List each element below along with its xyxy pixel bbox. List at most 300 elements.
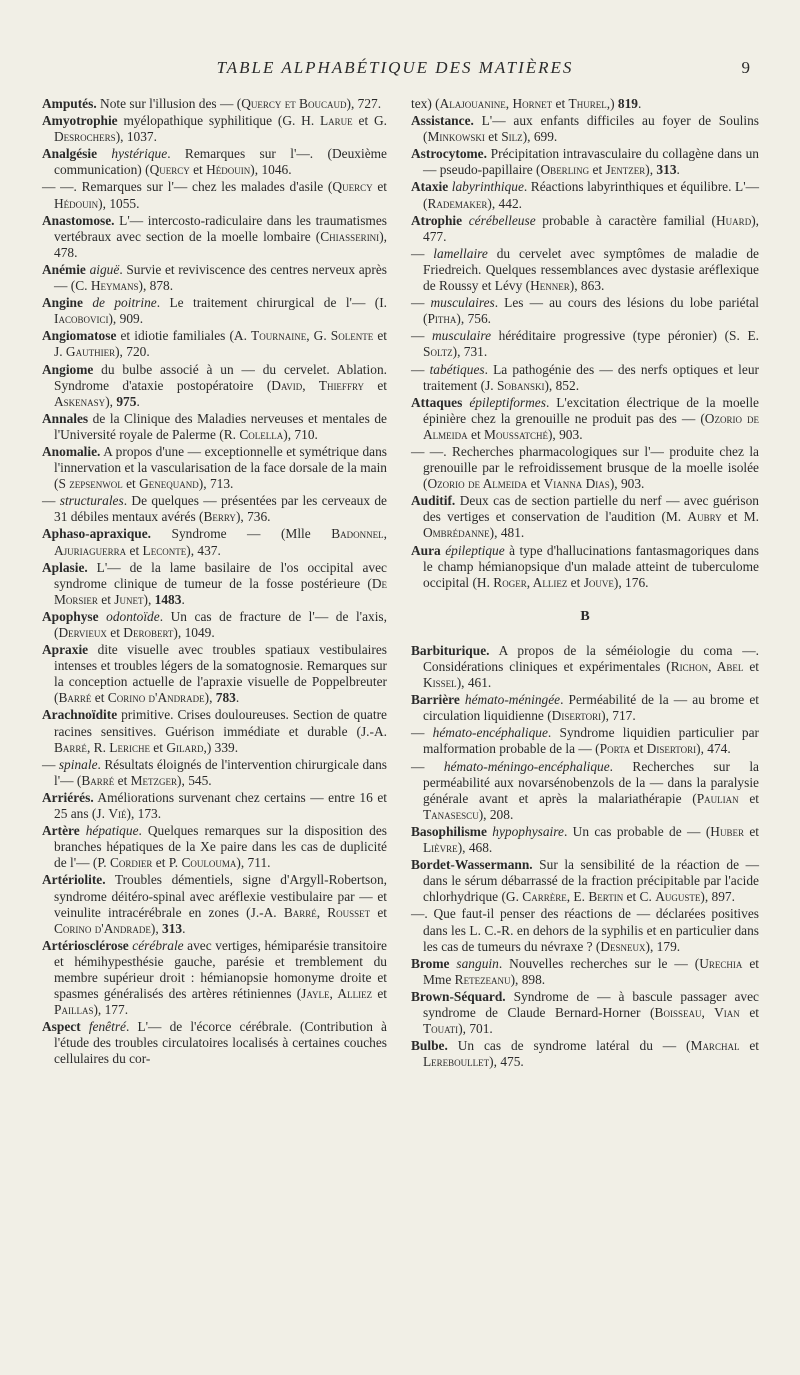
entry-text: et (738, 790, 759, 806)
entry-headword: Ataxie (411, 179, 449, 195)
entry-text: ), 477. (423, 212, 759, 244)
entry-text: . (637, 96, 642, 111)
entry-text: . (181, 591, 185, 607)
index-entry (42, 295, 387, 327)
entry-text: ), 545. (177, 772, 212, 788)
entry-author: Boisseau, Vian (654, 1004, 740, 1020)
entry-text: odontoïde (106, 608, 160, 624)
entry-author: Kissel (423, 675, 457, 691)
entry-author: Gilard (166, 739, 204, 755)
index-entries-b (411, 643, 759, 1070)
entry-headword: Aplasie. (42, 559, 88, 575)
entry-author: Carrère (522, 889, 567, 905)
entry-author: Huard (716, 212, 752, 228)
entry-text: — (411, 245, 434, 261)
page-title: TABLE ALPHABÉTIQUE DES MATIÈRES (216, 58, 574, 77)
entry-headword: Angiome (42, 361, 94, 377)
entry-text: hépatique (85, 823, 139, 839)
entry-text: . La pathogénie des — des nerfs optiques et leur traitement (J. (423, 361, 759, 393)
index-entries-a (411, 96, 759, 591)
entry-text: ), (105, 393, 117, 409)
index-entry (411, 543, 759, 591)
entry-author: Chiasserini (320, 228, 380, 244)
entry-author: Leriche (109, 739, 150, 755)
entry-headword: Bulbe. (411, 1038, 448, 1054)
entry-author: Huber (710, 823, 744, 839)
entry-text: cérébelleuse (468, 212, 536, 228)
entry-author: Alajouanine, Hornet (439, 96, 553, 111)
entry-author: Hédouin (54, 195, 99, 211)
entry-author: Porta (599, 741, 631, 757)
index-entry (411, 1038, 759, 1070)
entry-author: Paillas (54, 1002, 94, 1018)
entry-text: ), (150, 920, 163, 936)
entry-text: et G. (352, 113, 387, 129)
entry-author: Coulouma (181, 855, 237, 871)
entry-text (99, 609, 107, 624)
entry-text: Un cas de syndrome latéral du — ( (447, 1038, 691, 1054)
index-entry (411, 493, 759, 541)
entry-author: Roger, Alliez (493, 574, 568, 590)
entry-text: de poitrine (92, 295, 157, 311)
entry-text: et (372, 986, 388, 1002)
entry-author: Rademaker (427, 195, 488, 211)
entry-text: me (434, 971, 452, 987)
index-entry (411, 989, 759, 1037)
entry-text: fenêtré (88, 1019, 126, 1035)
entry-author: David, Thieffry (271, 377, 364, 393)
entry-text: . (182, 920, 186, 936)
entry-text: ,) 339. (203, 739, 239, 755)
index-entry (42, 757, 387, 789)
entry-text: . Les — au cours des lésions du lobe pariétal ( (423, 295, 759, 327)
entry-text: hypophysaire (492, 823, 564, 839)
entry-author: Sobanski (497, 377, 545, 393)
entry-author: Thurel (568, 96, 607, 111)
entry-text: ), (143, 591, 155, 607)
entry-text: et (743, 659, 759, 674)
entry-author: Ozorio de Almeida (423, 410, 759, 442)
index-entry (42, 493, 387, 525)
entry-author: Genequand (139, 476, 199, 492)
entry-author: Badonnel, Ajuriaguerra (54, 526, 387, 558)
entry-page-ref: 1483 (154, 591, 182, 607)
entry-page-ref: 783 (215, 690, 236, 706)
entry-author: Quercy (332, 179, 373, 195)
entry-headword: Basophilisme (411, 823, 487, 839)
entry-text: . L'excitation électrique de la moelle épinière chez la grenouille ne produit pas des — ( (423, 394, 759, 426)
entry-text: —. Que faut-il penser des réactions de — déclarées positives dans les L. C.-R. en dehors de la syphilis et en particulier dans les cas de tumeurs du névraxe ? ( (411, 906, 759, 954)
entry-author: Richon, Abel (670, 659, 744, 674)
entry-headword: Anastomose. (42, 212, 115, 228)
entry-author: Barré (81, 772, 115, 788)
entry-text: probable à caractère familial ( (535, 212, 717, 228)
entry-text: structurales (59, 493, 124, 509)
entry-headword: Angiomatose (42, 328, 117, 344)
entry-headword: Aura (411, 542, 441, 558)
entry-author: Askenasy (54, 393, 106, 409)
entry-text: — (42, 493, 60, 509)
entry-text: . Nouvelles recherches sur le — ( (498, 955, 700, 971)
index-entry (42, 262, 387, 294)
entry-headword: Barbiturique. (411, 642, 490, 658)
entry-text: — (411, 725, 433, 741)
entry-author: Henner (530, 278, 570, 294)
index-entry (42, 328, 387, 360)
entry-text: . Quelques remarques sur la disposition des branches hépatiques de la X (54, 823, 387, 855)
entry-text: dite visuelle avec troubles spatiaux vestibulaires intenses et troubles légers de la somatognosie. Remarques sur la conception actuelle de l'apraxie visuelle de Poppelbreuter ( (54, 642, 387, 706)
entry-text: , R. (86, 739, 110, 755)
entry-author: Pitha (427, 311, 457, 327)
entry-text: — —. Remarques sur l'— chez les malades d'asile ( (42, 179, 333, 195)
index-entry (411, 113, 759, 145)
index-entry (42, 1019, 387, 1067)
entry-text: Note sur l'illusion des — ( (96, 96, 242, 111)
index-entry (411, 906, 759, 954)
index-entry (411, 444, 759, 492)
index-entry (42, 146, 387, 178)
entry-author: Hédouin (206, 162, 251, 178)
entry-text: — (42, 756, 59, 772)
entry-text: ), 699. (522, 129, 558, 145)
entry-text: épileptiformes (469, 394, 546, 410)
entry-text: . Réactions labyrinthiques et équilibre. L'— ( (423, 179, 759, 211)
entry-author: Jayle, Alliez (301, 986, 373, 1002)
entry-author: Urechia (699, 955, 743, 971)
entry-text: ), 898. (510, 971, 546, 987)
entry-text: ), 468. (457, 840, 493, 856)
entry-text: et (372, 179, 388, 195)
entry-author: Oberling (540, 162, 590, 178)
entry-text: lle (297, 526, 311, 542)
entry-text: ), 897. (700, 889, 735, 905)
entry-text: ,) (606, 96, 618, 111)
entry-page-ref: 313 (656, 162, 677, 178)
entry-headword: Artère (42, 823, 80, 839)
entry-text: primitive. Crises douloureuses. Section de quatre racines sensitives. Guérison immédiate et durable (J.-A. (54, 707, 387, 739)
entry-author: Desneux (600, 938, 646, 954)
index-entry (42, 113, 387, 145)
index-entry (42, 526, 387, 558)
entry-text: ), 711. (236, 855, 271, 871)
entry-text: ), 474. (696, 741, 731, 757)
entry-author: Ozorio de Almeida (427, 476, 528, 492)
entry-headword: Brown-Séquard. (411, 988, 506, 1004)
entry-text: ), 437. (186, 542, 221, 558)
entry-page-ref: 313 (162, 920, 183, 936)
entry-text: hystérique (111, 146, 168, 162)
entry-author: Barré, Rousset (283, 904, 371, 920)
entry-text: . Résultats éloignés de l'intervention chirurgicale dans l'— ( (54, 756, 387, 788)
entry-text: ), 756. (456, 311, 492, 327)
entry-text: et (114, 772, 131, 788)
entry-text: et (91, 690, 108, 706)
entry-text: Sur la sensibilité de la réaction de — dans le sérum débarrassé de la fraction précipitable par l'acide chlorhydrique (G. (423, 857, 759, 905)
index-entry (411, 692, 759, 724)
entry-author: Junet (114, 591, 144, 607)
entry-text: ), 1046. (250, 162, 292, 178)
entry-text: lamellaire (433, 245, 488, 261)
entry-text: épileptique (445, 542, 505, 558)
entry-text: . Survie et reviviscence des centres nerveux après — (C. (54, 261, 387, 294)
entry-author: Barré (58, 690, 92, 706)
entry-headword: Astrocytome. (411, 146, 487, 162)
entry-text: . Remarques sur l'—. (Deuxième communication) ( (54, 146, 387, 178)
entry-text: ), 878. (138, 278, 174, 294)
entry-text: ), 179. (645, 938, 681, 954)
entry-text: et M. (721, 509, 759, 525)
entry-text: ), 177. (93, 1002, 129, 1018)
entry-text: et (370, 904, 387, 920)
entry-text: musculaire (432, 328, 492, 344)
entry-text: ), 903. (609, 476, 645, 492)
entry-text: et M (423, 955, 759, 987)
entry-text: cérébrale (132, 937, 184, 953)
entry-text: . Un cas de fracture de l'— de l'axis, ( (54, 608, 387, 640)
entry-author: Auguste (655, 889, 701, 905)
entry-headword: Apophyse (42, 608, 99, 624)
entry-text: . Un cas probable de — ( (563, 823, 711, 839)
entry-text: et (106, 625, 124, 640)
entry-headword: Aphaso-apraxique. (42, 526, 152, 542)
entry-text: ), 903. (547, 426, 583, 442)
index-entry (42, 823, 387, 871)
entry-text: et P. (152, 855, 182, 871)
entry-text: ), 720. (115, 344, 150, 360)
entry-text: , G. (306, 328, 331, 344)
entry-headword: Aspect (42, 1019, 81, 1035)
entry-text: et (126, 542, 143, 558)
page-number: 9 (741, 58, 750, 77)
index-entry (42, 362, 387, 410)
entry-text: — (411, 295, 431, 311)
entry-text: . L'— de l'écorce cérébrale. (Contribution à l'étude des troubles circulatoires localisés à certaines couches cellulaires du cor- (54, 1019, 387, 1067)
entry-text: musculaires (430, 295, 495, 311)
entry-text: et idiotie familiales (A. (116, 328, 252, 344)
entry-headword: Barrière (411, 692, 460, 708)
entry-author: Lièvre (423, 840, 458, 856)
entry-headword: Apraxie (42, 642, 89, 658)
index-entry (42, 609, 387, 641)
entry-headword: Brome (411, 955, 450, 971)
entry-text: labyrinthique (451, 179, 524, 195)
index-entry (42, 642, 387, 706)
index-entry (42, 411, 387, 443)
entry-text: ), 852. (544, 377, 580, 393)
entry-headword: Angine (42, 295, 83, 311)
entry-text: ), 442. (487, 195, 522, 211)
index-entry (42, 707, 387, 755)
entry-text: et (567, 574, 584, 590)
entry-text: paire dans les cas de duplicité de l'— (P. (54, 839, 388, 871)
entry-author: Jouve (583, 574, 614, 590)
entry-text: Deux cas de section partielle du nerf — avec guérison des vertiges et conservation de l'audition (M. (423, 493, 759, 525)
entry-text: ), 1055. (98, 195, 140, 211)
entry-text: du bulbe associé à un — du cervelet. Ablation. Syndrome d'ataxie postopératoire ( (54, 361, 387, 393)
entry-text: . (676, 162, 680, 178)
index-entry (411, 179, 759, 211)
entry-author: Berry (203, 509, 236, 525)
index-entry (411, 328, 759, 360)
entry-headword: Atrophie (411, 212, 463, 228)
entry-headword: Anomalie. (42, 443, 101, 459)
index-entry (42, 790, 387, 822)
entry-text: Améliorations survenant chez certains — entre 16 et 25 ans (J. (54, 789, 387, 822)
entry-headword: Amyotrophie (42, 113, 118, 129)
entry-text: à type d'hallucinations fantasmagoriques dans le champ hémianopsique d'un malade atteint de tuberculome occipital (H. (423, 542, 759, 590)
entry-text: ), 731. (452, 344, 488, 360)
entry-text: et J. (54, 328, 387, 360)
entry-text: . (235, 690, 240, 706)
entry-text: et (743, 823, 759, 839)
entry-text: spinale (58, 756, 98, 772)
entry-author: Retezeanu (454, 971, 511, 987)
entry-author: Solente (330, 328, 374, 344)
entry-headword: Arachnoïdite (42, 707, 118, 723)
entry-text: avec vertiges, hémiparésie transitoire et hémihypesthésie gauche, parésie et tremblement du membre supérieur droit : hémianopsie homonyme droite et spasmes généralisés des artères rétiniennes ( (54, 937, 387, 1002)
entry-text: du cervelet avec symptômes de maladie de Friedreich. Quelques ressemblances avec dystasie aréflexique de Roussy et Lévy ( (423, 245, 759, 294)
index-entry (411, 96, 759, 112)
index-entry (42, 560, 387, 608)
entry-author: Laruе (320, 113, 353, 129)
entry-text (83, 295, 92, 310)
index-entry (411, 295, 759, 327)
entry-headword: Anémie (42, 261, 86, 277)
entry-headword: Arriérés. (42, 789, 94, 805)
entry-text: ), 208. (478, 806, 514, 822)
entry-text: . Perméabilité de la — au brome et circulation liquidienne ( (423, 692, 759, 724)
entry-text: ), 481. (489, 525, 525, 541)
entry-author: Lereboullet (423, 1054, 490, 1070)
entry-text: ), 717. (601, 708, 636, 724)
index-entry (411, 725, 759, 757)
entry-text: ), 176. (613, 574, 649, 590)
entry-text: e (209, 839, 216, 855)
entry-headword: Artériolite. (42, 872, 106, 888)
entry-text: ), 909. (108, 311, 144, 327)
entry-text (97, 146, 111, 161)
entry-text: de la Clinique des Maladies nerveuses et mentales de l'Université royale de Palerme (R. (54, 410, 387, 442)
entry-text: et (527, 476, 544, 492)
entry-text: tabétiques (429, 361, 485, 377)
entry-text: et (630, 741, 647, 757)
entry-author: Barré (54, 739, 87, 755)
entry-headword: Bordet-Wassermann. (411, 857, 533, 873)
index-entry (411, 857, 759, 905)
entry-text: . De quelques — présentées par les cerveaux de 31 débiles mentaux avérés ( (54, 493, 387, 525)
entry-author: Minkowski (427, 129, 485, 145)
entry-text: héréditaire progressive (type péronier) (S. E. (491, 328, 759, 344)
entry-page-ref: 819 (617, 96, 638, 111)
index-entry (42, 444, 387, 492)
entry-author: Tournaine (251, 328, 307, 344)
entry-author: Iacobovici (54, 311, 109, 327)
entry-author: Bertin (588, 889, 624, 905)
right-column (411, 96, 759, 1071)
entry-author: Metzger (130, 772, 178, 788)
entry-text: ), 713. (198, 476, 234, 492)
entry-text: ), 173. (126, 806, 162, 822)
entry-text: . Syndrome liquidien particulier par malformation probable de la — ( (423, 725, 759, 757)
entry-text: et (97, 591, 115, 607)
entry-text: aiguë (89, 261, 120, 277)
entry-author: Touati (423, 1021, 459, 1037)
entry-headword: Annales (42, 410, 89, 426)
running-header (40, 58, 750, 84)
entry-author: Leconte (142, 542, 187, 558)
entry-text: L'— aux enfants difficiles au foyer de Soulins ( (423, 113, 759, 145)
entry-author: Jentzer (605, 162, 646, 178)
index-entry (411, 759, 759, 823)
entry-author: Aubry (687, 509, 722, 525)
entry-author: Marchal (690, 1038, 740, 1054)
index-entry (411, 643, 759, 691)
entry-author: Cordier (109, 855, 153, 871)
entry-text (462, 213, 469, 228)
entry-text: A propos d'une — exceptionnelle et symétrique dans l'innervation et la vascularisation de la face dorsale de la main (S (54, 443, 387, 492)
entry-text: et (363, 377, 387, 393)
entry-author: Quercy et Boucaud (241, 96, 347, 111)
index-entry (411, 213, 759, 245)
index-entry (411, 395, 759, 443)
entry-author: Paulian (696, 790, 739, 806)
entry-text: et (484, 129, 502, 145)
entry-text: Troubles démentiels, signe d'Argyll-Robertson, syndrome déitéro-spinal avec aréflexie vestibulaire par — et veinulite intracérébrale en zones (J.-A. (54, 872, 387, 920)
entry-headword: Attaques (411, 394, 463, 410)
entry-text: ), 701. (458, 1021, 493, 1037)
entry-text: — —. Recherches pharmacologiques sur l'— produite chez la grenouille par le refroidissement brusque de la moelle isolée ( (411, 443, 759, 492)
entry-author: Desrochers (54, 129, 116, 145)
entry-author: Disertori (646, 741, 697, 757)
entry-author: Vié (108, 806, 127, 822)
entry-text: ), 1049. (173, 625, 215, 640)
index-entry (42, 938, 387, 1018)
entry-text: . (136, 393, 140, 409)
entry-text: ), 1037. (115, 129, 157, 145)
index-entry (42, 179, 387, 211)
entry-text: A propos de la séméiologie du coma —. Considérations cliniques et expérimentales ( (423, 642, 759, 674)
entry-page-ref: 975 (116, 393, 137, 409)
entry-text (311, 526, 332, 541)
entry-text: et C. (623, 889, 656, 905)
entry-author: Gauthier (65, 344, 116, 360)
entry-text: . Le traitement chirurgical de l'— (I. (156, 295, 387, 311)
index-entry (42, 96, 387, 112)
entry-text (81, 1019, 89, 1034)
entry-text: et (739, 1004, 760, 1020)
entry-text: L'— intercosto-radiculaire dans les traumatismes vertébraux avec section de la moelle lombaire ( (54, 212, 387, 244)
index-entry (42, 872, 387, 936)
entry-author: Soltz (423, 344, 453, 360)
entry-text: ), 478. (54, 228, 387, 260)
entry-headword: Artériosclérose (42, 937, 129, 953)
entry-text: ), (204, 690, 216, 706)
entry-text: — (411, 758, 444, 774)
index-entry (42, 213, 387, 261)
entry-text: hémato-méningée (464, 692, 561, 708)
entry-text: et (149, 739, 167, 755)
entry-author: Corino d'Andrade (107, 690, 205, 706)
entry-text: hémato-encéphalique (432, 725, 548, 741)
entry-author: Heymans (90, 278, 139, 294)
left-column (42, 96, 387, 1069)
entry-text: Syndrome de — à bascule passager avec syndrome de Claude Bernard-Horner ( (423, 988, 759, 1020)
entry-author: De Morsier (54, 575, 387, 607)
entry-text: ), 461. (456, 675, 492, 691)
entry-text: ), 727. (346, 96, 382, 111)
entry-author: Dervieux (58, 625, 107, 640)
entry-author: Vianna Dias (543, 476, 610, 492)
